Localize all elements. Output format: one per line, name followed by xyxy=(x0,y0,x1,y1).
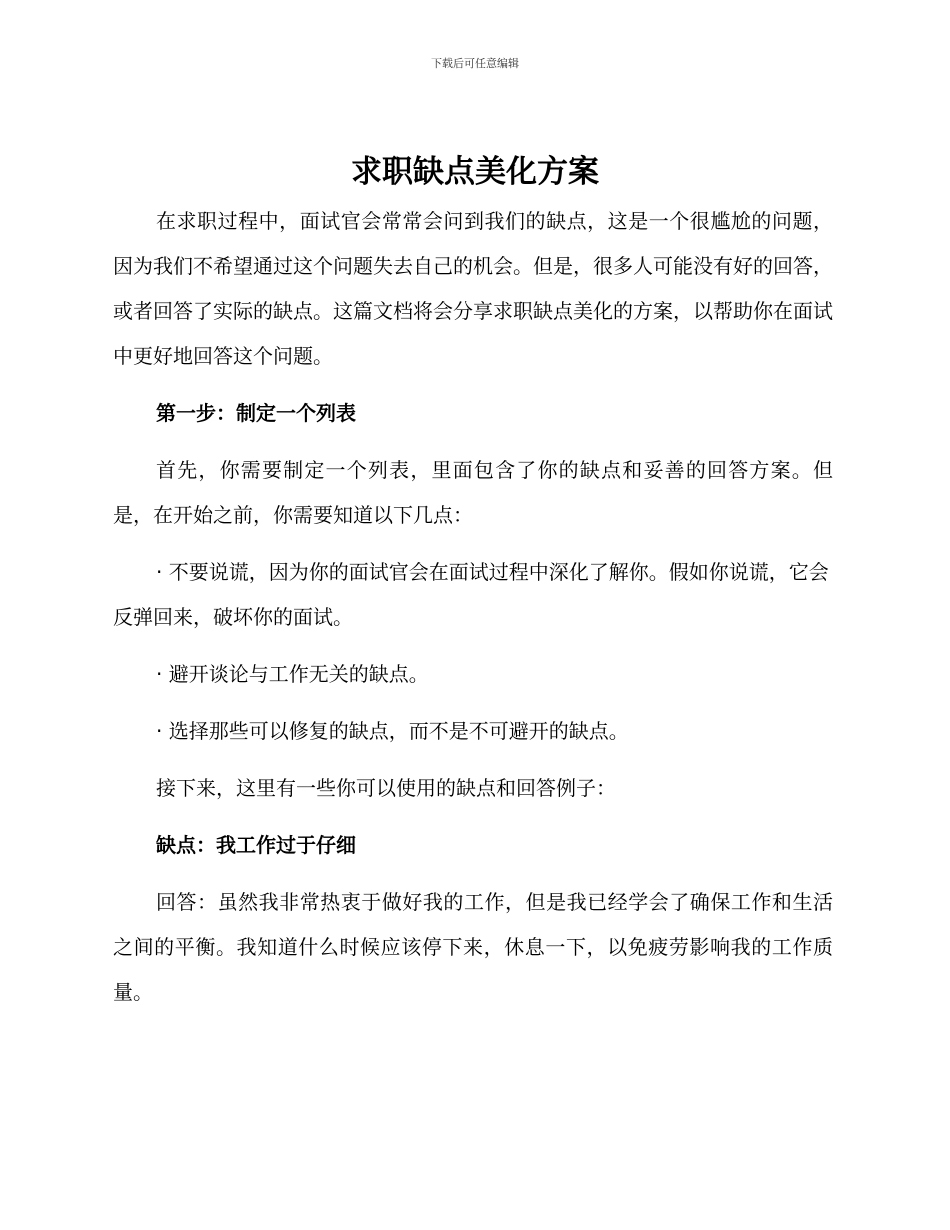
bullet-item: · 不要说谎，因为你的面试官会在面试过程中深化了解你。假如你说谎，它会反弹回来，破坏你的面试。 xyxy=(113,560,829,629)
step1-paragraph: 首先，你需要制定一个列表，里面包含了你的缺点和妥善的回答方案。但是，在开始之前，你需要知道以下几点： xyxy=(113,458,833,527)
step1-heading: 第一步：制定一个列表 xyxy=(156,401,356,425)
bullet-item: · 选择那些可以修复的缺点，而不是不可避开的缺点。 xyxy=(156,719,629,743)
intro-paragraph: 在求职过程中，面试官会常常会问到我们的缺点，这是一个很尴尬的问题，因为我们不希望通过这个问题失去自己的机会。但是，很多人可能没有好的回答，或者回答了实际的缺点。这篇文档将会分享求职缺点美化的方案，以帮助你在面试中更好地回答这个问题。 xyxy=(113,209,833,368)
answer-paragraph: 回答：虽然我非常热衷于做好我的工作，但是我已经学会了确保工作和生活之间的平衡。我知道什么时候应该停下来，休息一下，以免疲劳影响我的工作质量。 xyxy=(113,890,833,1004)
document-body xyxy=(113,199,833,1027)
weakness-heading: 缺点：我工作过于仔细 xyxy=(156,833,356,857)
examples-intro-paragraph: 接下来，这里有一些你可以使用的缺点和回答例子： xyxy=(156,776,616,800)
header-note: 下载后可任意编辑 xyxy=(431,57,519,70)
bullet-item: · 避开谈论与工作无关的缺点。 xyxy=(156,662,429,686)
document-title: 求职缺点美化方案 xyxy=(351,154,599,190)
